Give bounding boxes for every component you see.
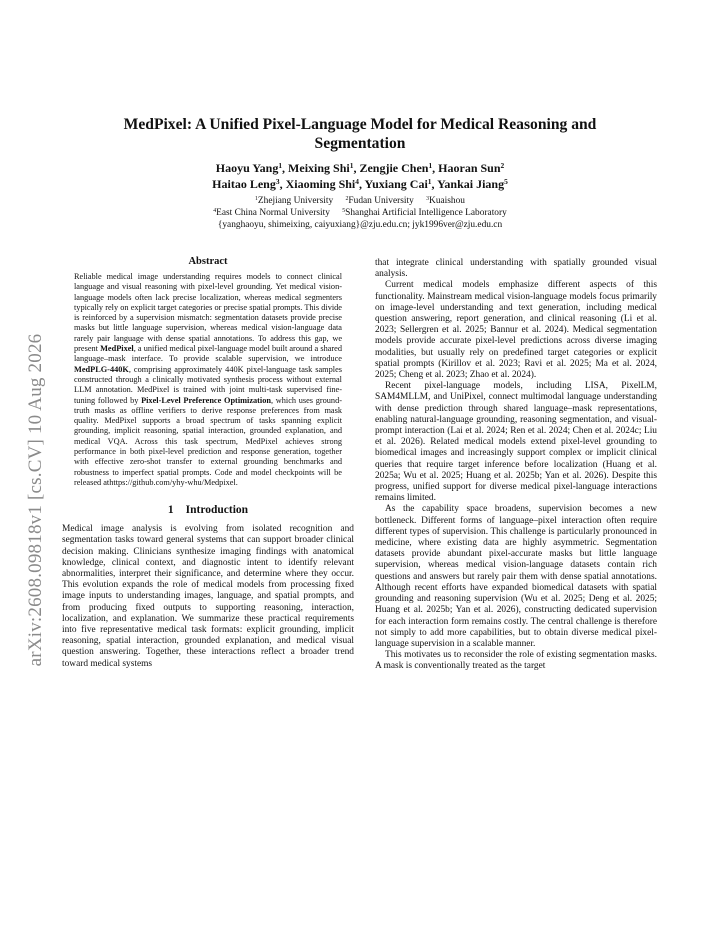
author: Haitao Leng [212,177,276,191]
affiliation-mark: 5 [342,208,346,214]
author-affiliation-mark: 1 [427,176,432,186]
affiliation: Fudan University [348,196,414,206]
dataset-name: MedPLG-440K [74,364,129,374]
abstract-heading: Abstract [188,256,228,267]
affiliation: Zhejiang University [257,196,334,206]
author-affiliation-mark: 1 [428,160,433,170]
author: Meixing Shi [288,161,350,175]
abstract-fragment: Reliable medical image understanding requires models to connect clinical language and visual reasoning with pixel-level grounding. Yet medical vision-language models often lack precise localization, whereas medical segmenters typically rely on explicit target categories or precise spatial prompts. This divide is reinforced by a supervision mismatch: segmentation datasets provide precise masks but little language supervision, whereas medical vision-language data rarely pair language with dense spatial annotations. To address this gap, we present [74,272,342,354]
body-paragraph: Medical image analysis is evolving from isolated recognition and segmentation tasks toward general systems that can support broader clinical decision making. Clinicians synthesize imaging findings with anatomical knowledge, clinical context, and diagnostic intent to identify relevant abnormalities, interpret their significance, and determine where they occur. This evolution expands the role of medical models from processing fixed image inputs to understanding images, language, and spatial prompts, and from producing fixed outputs to supporting reasoning, interaction, localization, and explanation. We summarize these practical requirements into five representative medical task formats: explicit grounding, implicit reasoning, spatial interaction, grounded explanation, and medical visual question answering. Together, these interactions reflect a broader trend toward medical systems [62,524,354,669]
abstract-text [74,272,342,488]
author: Haoran Sun [438,161,501,175]
affiliation: Kuaishou [429,196,465,206]
author-line-1: Haoyu Yang$^1$, Meixing Shi$^1$, Zengjie Chen$^1$, Haoran Sun$^2$ [215,160,505,175]
section-number: 1 [167,504,174,517]
paper-title: MedPixel: A Unified Pixel-Language Model for Medical Reasoning and Segmentation [123,116,597,152]
affiliation-line-1 [90,195,630,207]
author-affiliation-mark: 5 [504,176,508,186]
method-name: Pixel-Level Preference Optimization [141,395,272,405]
affiliation-line-2 [90,207,630,219]
author-affiliation-mark: 1 [278,160,283,170]
author-affiliation-mark: 2 [500,160,505,170]
affiliation-mark: 2 [345,195,349,202]
affiliation-mark: 4 [213,208,217,214]
body-paragraph: Current medical models emphasize different aspects of this functionality. Mainstream medical vision-language models focus primarily on image-level understanding and text generation, including medical question answering, report generation, and clinical reasoning (Li et al. 2023; Sellergren et al. 2025; Bannur et al. 2024). Medical segmentation models provide accurate pixel-level predictions across diverse imaging modalities, but usually rely on predefined target categories or explicit spatial prompts (Kirillov et al. 2023; Ravi et al. 2025; Ma et al. 2024, 2025; Cheng et al. 2023; Zhao et al. 2024). [375,280,657,381]
affiliation-mark: 1 [255,195,258,202]
body-paragraph: As the capability space broadens, supervision becomes a new bottleneck. Different forms of language–pixel interaction often require different types of supervision. This challenge is particularly pronounced in medicine, where existing data are highly asymmetric. Segmentation datasets provide abundant pixel-accurate masks but little language supervision, whereas medical vision-language datasets contain rich questions and answers but rarely pair them with dense spatial annotations. Although recent efforts have expanded biomedical datasets with spatial grounding and reasoning supervision (Wu et al. 2025; Deng et al. 2025; Huang et al. 2025b; Yan et al. 2026), constructing dedicated supervision for each interaction form remains costly. The central challenge is therefore not simply to add more capabilities, but to obtain diverse medical pixel-language supervision in a scalable manner. [375,504,657,649]
affiliations [90,195,630,232]
author: Haoyu Yang [215,161,279,175]
abstract-fragment: , which uses ground-truth masks as offline verifiers to derive response preferences from mask quality. MedPixel supports a broad spectrum of tasks spanning explicit grounding, implicit reasoning, spatial interaction, grounded explanation, and medical VQA. Across this task spectrum, MedPixel achieves strong performance in both pixel-level prediction and response generation, together with effective zero-shot transfer to external grounding benchmarks and robustness to imperfect spatial prompts. Code and model checkpoints will be released athttps://github.com/yhy-whu/Medpixel. [74,395,342,487]
right-column [375,258,657,673]
arxiv-identifier-text: arXiv:2608.09818v1 [cs.CV] 10 Aug 2026 [25,333,46,667]
body-paragraph: This motivates us to reconsider the role of existing segmentation masks. A mask is conventionally treated as the target [375,650,657,672]
body-paragraph: Recent pixel-language models, including LISA, PixelLM, SAM4MLLM, and UniPixel, connect multimodal language understanding with dense prediction through shared language–mask representations, enabling natural-language grounding, reasoning segmentation, and visual-prompt interaction (Lai et al. 2024; Ren et al. 2024; Chen et al. 2024c; Liu et al. 2026). Related medical models extend pixel-level grounding to biomedical images and increasingly support complex or implicit clinical queries that require target inference before localization (Huang et al. 2025a; Wu et al. 2025; Huang et al. 2025b; Yan et al. 2026). Despite this progress, unified support for diverse medical pixel-language interactions remains limited. [375,381,657,504]
author-affiliation-mark: 1 [349,160,354,170]
body-paragraph: that integrate clinical understanding with spatially grounded visual analysis. [375,258,657,280]
model-name: MedPixel [100,344,134,354]
abstract-fragment: , a unified medical pixel-language model built around a shared language–mask interface. To provide scalable supervision, we introduce [74,344,342,364]
affiliation: East China Normal University [216,208,330,219]
section-title: Introduction [185,504,249,517]
affiliation-mark: 3 [426,195,430,202]
author-affiliation-mark: 3 [275,176,280,186]
author: Zengjie Chen [359,161,429,175]
author: Yuxiang Cai [364,177,428,191]
abstract-fragment: , comprising approximately 440K pixel-language task samples constructed through a clinically motivated synthesis process without external LLM annotation. MedPixel is trained with joint multi-task supervised fine-tuning followed by [74,364,342,405]
left-column [62,256,354,670]
arxiv-identifier [14,330,58,670]
author: Yankai Jiang [437,177,505,191]
author-affiliation-mark: 4 [355,176,359,186]
author-line-2: Haitao Leng$^3$, Xiaoming Shi$^4$, Yuxiang Cai$^1$, Yankai Jiang$^5$ [212,176,508,191]
author: Xiaoming Shi [285,177,356,191]
section-heading [62,504,354,516]
author-emails: {yanghaoyu, shimeixing, caiyuxiang}@zju.edu.cn; jyk1996ver@zju.edu.cn [217,220,503,231]
affiliation: Shanghai Artificial Intelligence Laboratory [345,208,507,219]
author-list [90,160,630,192]
